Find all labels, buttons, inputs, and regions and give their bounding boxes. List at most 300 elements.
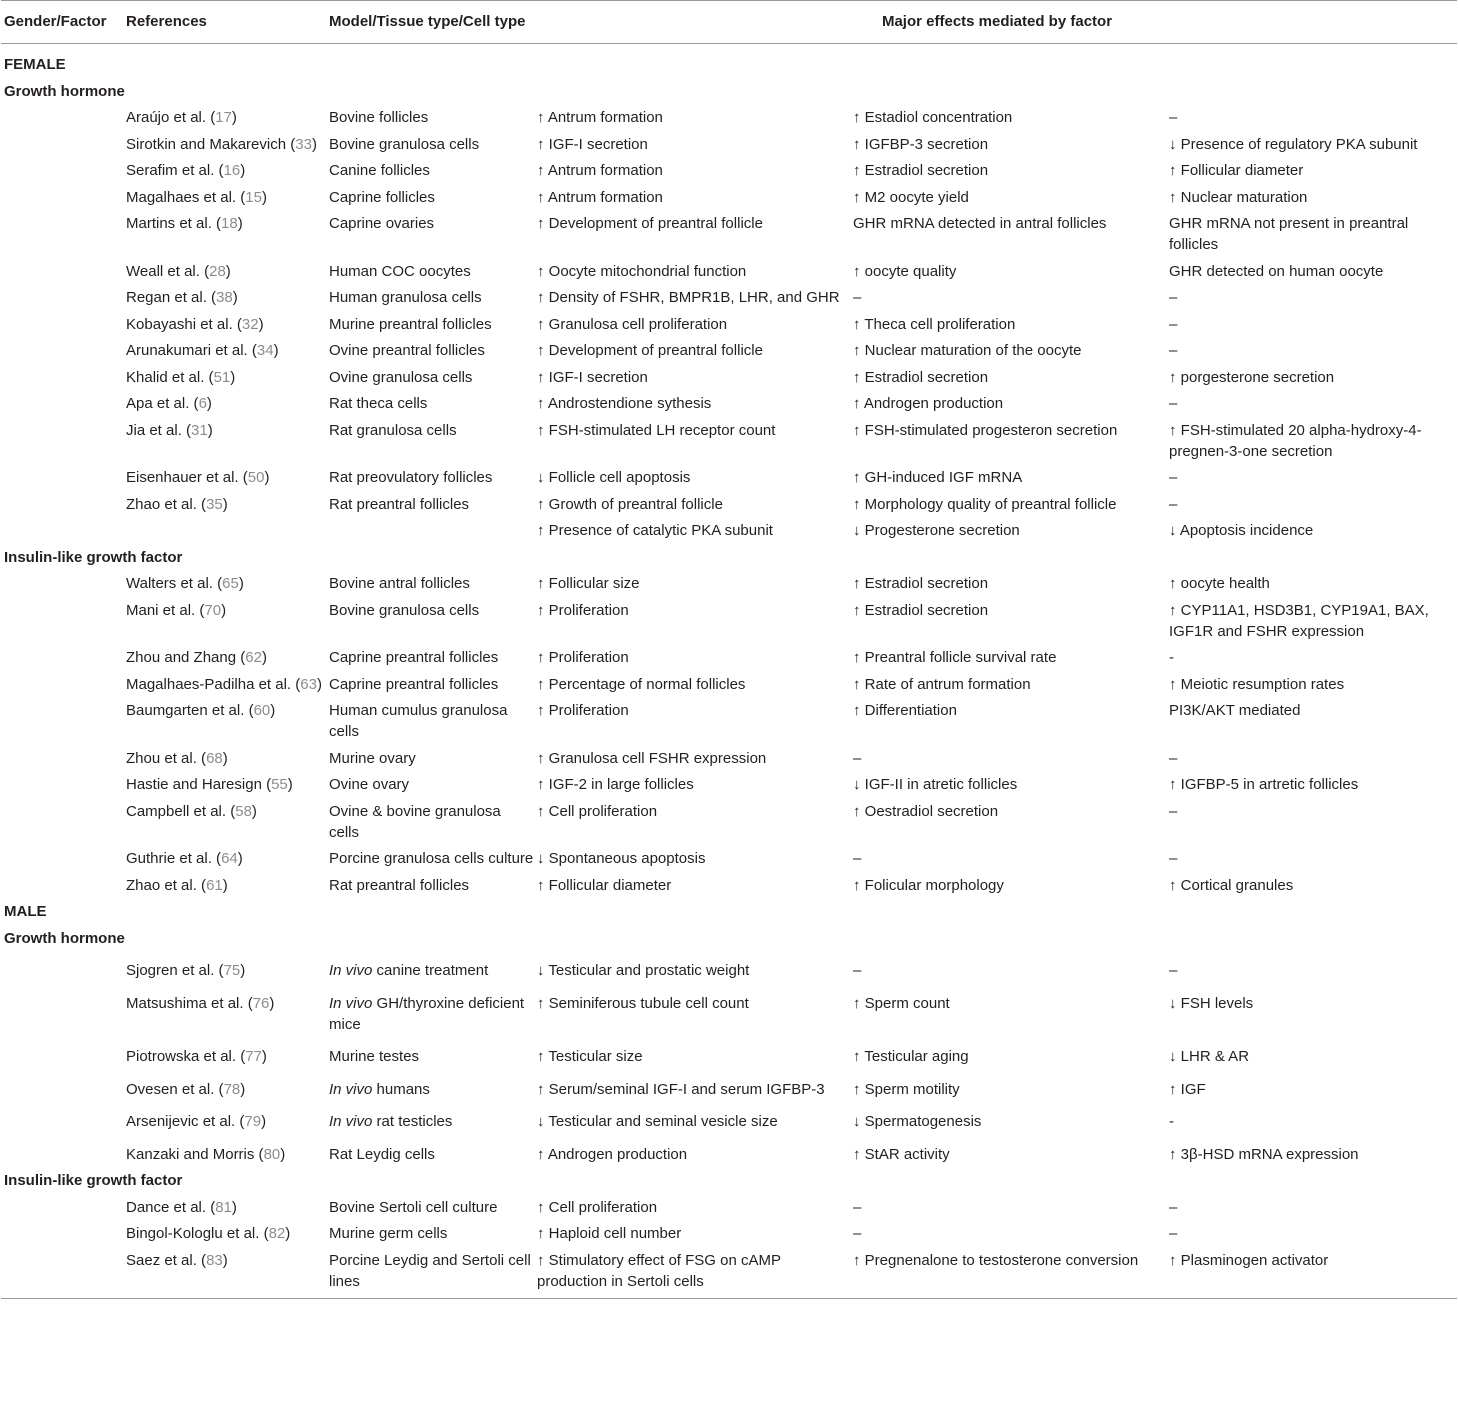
model-cell <box>326 490 534 517</box>
table-row <box>1 797 1457 845</box>
reference-authors: Matsushima et al. <box>126 994 244 1012</box>
model-cell <box>326 643 534 670</box>
model-cell <box>326 1134 534 1167</box>
model-cell <box>326 1246 534 1299</box>
gender-factor-cell <box>1 310 123 337</box>
effect-2-cell: ↑ Morphology quality of preantral follicle <box>853 495 1117 513</box>
effect-3-cell: – <box>1169 962 1178 979</box>
reference-cell: Martins et al. (18) <box>126 215 243 232</box>
effect-3-cell: – <box>1169 469 1178 486</box>
effect-3-cell: - <box>1169 1113 1174 1130</box>
document <box>1 0 1457 1299</box>
model-cell <box>326 183 534 210</box>
effect-3-cell: – <box>1169 802 1178 820</box>
reference-authors: Arsenijevic et al. <box>126 1113 236 1130</box>
effect-2-cell: ↓ Progesterone secretion <box>853 522 1020 539</box>
model-text: Rat preovulatory follicles <box>329 469 493 486</box>
effect-3-cell: GHR mRNA not present in preantral follicles <box>1169 215 1409 253</box>
reference-number[interactable]: 6 <box>198 395 207 412</box>
table-body-female-igf <box>1 543 1457 898</box>
effect-2-cell: – <box>853 962 862 979</box>
model-text: Caprine preantral follicles <box>329 675 499 693</box>
effect-3-cell: ↑ Nuclear maturation <box>1169 188 1308 206</box>
table-row <box>1 1219 1457 1246</box>
reference-cell: Jia et al. (31) <box>126 421 213 439</box>
section-female <box>1 50 1457 77</box>
reference-cell: Magalhaes-Padilha et al. (63) <box>126 675 322 693</box>
effect-3-cell: - <box>1169 649 1174 666</box>
effect-1-cell: ↑ Proliferation <box>537 702 629 719</box>
model-cell <box>326 950 534 983</box>
reference-authors: Kanzaki and Morris <box>126 1145 255 1163</box>
table-row <box>1 183 1457 210</box>
model-text: Rat granulosa cells <box>329 421 457 439</box>
model-text: Rat Leydig cells <box>329 1145 435 1163</box>
model-text: Murine ovary <box>329 749 416 767</box>
reference-number[interactable]: 79 <box>244 1113 262 1130</box>
reference-number[interactable]: 15 <box>245 188 262 206</box>
table-row <box>1 209 1457 257</box>
table-header-row <box>1 1 1457 44</box>
model-italic: In vivo <box>329 962 373 979</box>
effect-3-cell: ↑ Cortical granules <box>1169 876 1294 894</box>
effect-1-cell: ↓ Follicle cell apoptosis <box>537 469 691 486</box>
reference-cell: Arunakumari et al. (34) <box>126 342 279 359</box>
effect-1-cell: ↑ Antrum formation <box>537 188 663 206</box>
effect-2-cell: ↑ Oestradiol secretion <box>853 802 999 820</box>
model-cell <box>326 1219 534 1246</box>
model-text: humans <box>372 1080 430 1098</box>
gender-factor-cell <box>1 103 123 130</box>
model-cell <box>326 696 534 744</box>
reference-cell: Hastie and Haresign (55) <box>126 776 293 793</box>
reference-number[interactable]: 77 <box>245 1048 262 1065</box>
effect-1-cell: ↑ Development of preantral follicle <box>537 215 763 232</box>
section-label: Insulin-like growth factor <box>4 548 183 566</box>
effect-1-cell: ↑ Antrum formation <box>537 109 663 126</box>
reference-authors: Zhao et al. <box>126 495 197 513</box>
gender-factor-cell <box>1 696 123 744</box>
table-row <box>1 389 1457 416</box>
reference-cell: Walters et al. (65) <box>126 575 244 592</box>
reference-cell: Piotrowska et al. (77) <box>126 1048 267 1065</box>
section-label: FEMALE <box>4 56 66 73</box>
reference-authors: Khalid et al. <box>126 368 205 386</box>
reference-authors: Zhou and Zhang <box>126 649 237 666</box>
effect-1-cell: ↑ Serum/seminal IGF-I and serum IGFBP-3 <box>537 1080 825 1098</box>
section-label: Growth hormone <box>4 929 125 947</box>
model-italic: In vivo <box>329 994 373 1012</box>
reference-authors: Kobayashi et al. <box>126 315 233 333</box>
gender-factor-cell <box>1 183 123 210</box>
effect-1-cell: ↑ Growth of preantral follicle <box>537 495 723 513</box>
reference-number[interactable]: 33 <box>295 135 312 153</box>
reference-number[interactable]: 70 <box>204 601 222 619</box>
model-cell <box>326 516 534 543</box>
reference-authors: Sirotkin and Makarevich <box>126 135 287 153</box>
reference-authors: Bingol-Kologlu et al. <box>126 1225 260 1242</box>
table-row <box>1 744 1457 771</box>
gender-factor-cell <box>1 336 123 363</box>
gender-factor-cell <box>1 770 123 797</box>
reference-number[interactable]: 16 <box>223 162 241 179</box>
section-male-igf <box>1 1166 1457 1193</box>
reference-number[interactable]: 65 <box>222 575 239 592</box>
model-text: Caprine preantral follicles <box>329 649 499 666</box>
effect-2-cell: GHR mRNA detected in antral follicles <box>853 215 1107 232</box>
reference-cell: Kanzaki and Morris (80) <box>126 1145 286 1163</box>
reference-number[interactable]: 31 <box>191 421 208 439</box>
reference-number[interactable]: 81 <box>215 1198 232 1216</box>
reference-cell: Regan et al. (38) <box>126 289 238 306</box>
effect-3-cell: ↑ 3β-HSD mRNA expression <box>1169 1145 1359 1163</box>
effect-2-cell: ↑ StAR activity <box>853 1145 950 1163</box>
header-model: Model/Tissue type/Cell type <box>326 1 534 44</box>
reference-authors: Walters et al. <box>126 575 213 592</box>
table-row <box>1 1101 1457 1134</box>
section-label: Growth hormone <box>4 82 125 100</box>
effect-1-cell: ↑ Testicular size <box>537 1048 643 1065</box>
reference-authors: Magalhaes et al. <box>126 188 237 206</box>
gender-factor-cell <box>1 950 123 983</box>
model-cell <box>326 670 534 697</box>
gender-factor-cell <box>1 871 123 898</box>
reference-number[interactable]: 50 <box>247 469 265 486</box>
reference-number[interactable]: 32 <box>241 315 259 333</box>
effect-3-cell: ↑ IGF <box>1169 1080 1206 1098</box>
effect-1-cell: ↑ Density of FSHR, BMPR1B, LHR, and GHR <box>537 289 840 306</box>
gender-factor-cell <box>1 744 123 771</box>
effect-1-cell: ↓ Testicular and seminal vesicle size <box>537 1113 778 1130</box>
effect-3-cell: ↑ FSH-stimulated 20 alpha-hydroxy-4-pregnen-3-one secretion <box>1169 421 1422 460</box>
effect-1-cell: ↑ Proliferation <box>537 601 629 619</box>
effect-2-cell: ↑ Nuclear maturation of the oocyte <box>853 342 1082 359</box>
effect-3-cell: ↑ oocyte health <box>1169 575 1270 592</box>
effect-2-cell: ↑ Estradiol secretion <box>853 368 989 386</box>
reference-authors: Apa et al. <box>126 395 190 412</box>
effect-2-cell: ↑ Estradiol secretion <box>853 601 989 619</box>
effect-1-cell: ↑ Cell proliferation <box>537 1198 658 1216</box>
model-cell <box>326 596 534 644</box>
reference-number[interactable]: 83 <box>206 1251 223 1269</box>
section-male-growth-hormone <box>1 924 1457 951</box>
effect-2-cell: ↑ Estradiol secretion <box>853 162 989 179</box>
table-row <box>1 336 1457 363</box>
model-cell <box>326 844 534 871</box>
table-row <box>1 516 1457 543</box>
reference-cell: Apa et al. (6) <box>126 395 212 412</box>
header-references: References <box>123 1 326 44</box>
table-row <box>1 770 1457 797</box>
reference-cell: Eisenhauer et al. (50) <box>126 469 270 486</box>
reference-authors: Guthrie et al. <box>126 850 212 867</box>
effect-3-cell: ↑ CYP11A1, HSD3B1, CYP19A1, BAX, IGF1R and FSHR expression <box>1169 601 1429 640</box>
reference-cell: Araújo et al. (17) <box>126 109 237 126</box>
reference-number[interactable]: 76 <box>252 994 270 1012</box>
effect-2-cell: – <box>853 1225 862 1242</box>
reference-number[interactable]: 61 <box>206 876 223 894</box>
effect-1-cell: ↑ Percentage of normal follicles <box>537 675 746 693</box>
effect-1-cell: ↑ Stimulatory effect of FSG on cAMP production in Sertoli cells <box>534 1246 850 1299</box>
gender-factor-cell <box>1 1219 123 1246</box>
model-cell <box>326 983 534 1037</box>
reference-cell: Guthrie et al. (64) <box>126 850 243 867</box>
model-text: Human COC oocytes <box>329 262 471 280</box>
reference-number[interactable]: 63 <box>300 675 317 693</box>
gender-factor-cell <box>1 209 123 257</box>
effect-2-cell: ↑ GH-induced IGF mRNA <box>853 469 1023 486</box>
effect-2-cell: ↑ Theca cell proliferation <box>853 315 1016 333</box>
effect-1-cell: ↑ Granulosa cell proliferation <box>537 315 728 333</box>
reference-authors: Zhou et al. <box>126 749 197 767</box>
model-cell <box>326 871 534 898</box>
reference-authors: Jia et al. <box>126 421 182 439</box>
table-row <box>1 696 1457 744</box>
reference-number[interactable]: 58 <box>235 802 252 820</box>
model-cell <box>326 257 534 284</box>
gender-factor-cell <box>1 156 123 183</box>
model-text: Rat theca cells <box>329 395 428 412</box>
table-row <box>1 156 1457 183</box>
model-cell <box>326 156 534 183</box>
reference-number[interactable]: 62 <box>245 649 262 666</box>
effect-2-cell: ↑ Folicular morphology <box>853 876 1004 894</box>
reference-number[interactable]: 75 <box>223 962 241 979</box>
reference-authors: Ovesen et al. <box>126 1080 215 1098</box>
table-row <box>1 416 1457 464</box>
model-text: Porcine granulosa cells culture <box>329 850 534 867</box>
effect-2-cell: ↑ Preantral follicle survival rate <box>853 649 1057 666</box>
effect-1-cell: ↑ IGF-2 in large follicles <box>537 776 694 793</box>
model-text: Rat preantral follicles <box>329 876 470 894</box>
table-row <box>1 670 1457 697</box>
table-row <box>1 363 1457 390</box>
model-text: Bovine granulosa cells <box>329 601 480 619</box>
reference-cell: Arsenijevic et al. (79) <box>126 1113 267 1130</box>
effect-1-cell: ↓ Spontaneous apoptosis <box>537 850 706 867</box>
reference-authors: Piotrowska et al. <box>126 1048 237 1065</box>
model-text: Canine follicles <box>329 162 430 179</box>
effect-1-cell: ↑ IGF-I secretion <box>537 135 648 153</box>
model-text: Ovine & bovine granulosa cells <box>329 802 501 841</box>
reference-authors: Serafim et al. <box>126 162 215 179</box>
model-cell <box>326 336 534 363</box>
reference-cell: Zhou et al. (68) <box>126 749 228 767</box>
effect-3-cell: – <box>1169 342 1178 359</box>
effect-2-cell: – <box>853 850 862 867</box>
effect-2-cell: ↑ Androgen production <box>853 395 1004 412</box>
reference-authors: Araújo et al. <box>126 109 207 126</box>
reference-number[interactable]: 64 <box>221 850 238 867</box>
table-row <box>1 103 1457 130</box>
gender-factor-cell <box>1 463 123 490</box>
model-cell <box>326 1069 534 1102</box>
model-italic: In vivo <box>329 1080 373 1098</box>
table-row <box>1 569 1457 596</box>
gender-factor-cell <box>1 1069 123 1102</box>
effect-1-cell: ↑ Androstendione sythesis <box>537 395 712 412</box>
effect-3-cell: ↑ porgesterone secretion <box>1169 368 1335 386</box>
effect-1-cell: ↑ Antrum formation <box>537 162 663 179</box>
effect-2-cell: – <box>853 1198 862 1216</box>
reference-number[interactable]: 68 <box>206 749 223 767</box>
model-cell <box>326 103 534 130</box>
effect-1-cell: ↓ Testicular and prostatic weight <box>537 962 750 979</box>
reference-number[interactable]: 34 <box>256 342 274 359</box>
effect-3-cell: ↑ Meiotic resumption rates <box>1169 675 1345 693</box>
reference-cell: Serafim et al. (16) <box>126 162 246 179</box>
table-body-male-gh <box>1 897 1457 1166</box>
effect-3-cell: – <box>1169 109 1178 126</box>
effect-3-cell: ↑ Follicular diameter <box>1169 162 1304 179</box>
reference-number[interactable]: 78 <box>223 1080 241 1098</box>
reference-number[interactable]: 38 <box>216 289 233 306</box>
reference-number[interactable]: 51 <box>213 368 231 386</box>
reference-number[interactable]: 35 <box>206 495 223 513</box>
effect-1-cell: ↑ FSH-stimulated LH receptor count <box>537 421 776 439</box>
reference-number[interactable]: 80 <box>263 1145 281 1163</box>
gender-factor-cell <box>1 283 123 310</box>
reference-authors: Magalhaes-Padilha et al. <box>126 675 292 693</box>
table-row <box>1 1069 1457 1102</box>
effect-2-cell: ↑ oocyte quality <box>853 262 957 280</box>
reference-cell: Kobayashi et al. (32) <box>126 315 264 333</box>
table-body <box>1 44 1457 543</box>
model-text: Ovine granulosa cells <box>329 368 473 386</box>
gender-factor-cell <box>1 363 123 390</box>
table-row <box>1 310 1457 337</box>
section-male <box>1 897 1457 924</box>
reference-cell: Zhao et al. (61) <box>126 876 228 894</box>
gender-factor-cell <box>1 257 123 284</box>
model-cell <box>326 569 534 596</box>
gender-factor-cell <box>1 983 123 1037</box>
model-text: Porcine Leydig and Sertoli cell lines <box>329 1251 531 1290</box>
reference-number[interactable]: 55 <box>271 776 288 793</box>
gender-factor-cell <box>1 797 123 845</box>
table-row <box>1 871 1457 898</box>
effect-1-cell: ↑ Follicular size <box>537 575 640 592</box>
model-cell <box>326 770 534 797</box>
model-text: Murine preantral follicles <box>329 315 492 333</box>
header-gender-factor: Gender/Factor <box>1 1 123 44</box>
model-cell <box>326 1193 534 1220</box>
effect-2-cell: – <box>853 749 862 767</box>
effect-1-cell: ↑ Cell proliferation <box>537 802 658 820</box>
reference-authors: Campbell et al. <box>126 802 227 820</box>
reference-cell <box>123 516 326 543</box>
reference-cell: Magalhaes et al. (15) <box>126 188 267 206</box>
effect-2-cell: ↑ Rate of antrum formation <box>853 675 1031 693</box>
model-text: rat testicles <box>372 1113 453 1130</box>
table-row <box>1 283 1457 310</box>
table-row <box>1 844 1457 871</box>
effect-3-cell: ↓ FSH levels <box>1169 994 1254 1012</box>
effect-2-cell: ↑ Estadiol concentration <box>853 109 1013 126</box>
reference-authors: Eisenhauer et al. <box>126 469 239 486</box>
effect-3-cell: – <box>1169 1198 1178 1216</box>
model-text: Bovine Sertoli cell culture <box>329 1198 498 1216</box>
effect-2-cell: ↑ IGFBP-3 secretion <box>853 135 989 153</box>
effect-3-cell: ↓ Apoptosis incidence <box>1169 522 1314 539</box>
model-cell <box>326 389 534 416</box>
reference-cell: Weall et al. (28) <box>126 262 231 280</box>
table-row <box>1 1134 1457 1167</box>
table-row <box>1 950 1457 983</box>
gender-factor-cell <box>1 389 123 416</box>
table-row <box>1 983 1457 1037</box>
model-cell <box>326 130 534 157</box>
effect-1-cell: ↑ Development of preantral follicle <box>537 342 763 359</box>
effect-1-cell: ↑ Seminiferous tubule cell count <box>537 994 749 1012</box>
table-body-male-igf <box>1 1166 1457 1298</box>
reference-cell: Ovesen et al. (78) <box>126 1080 246 1098</box>
effect-3-cell: – <box>1169 289 1178 306</box>
model-text: Rat preantral follicles <box>329 495 470 513</box>
effect-1-cell: ↑ Haploid cell number <box>537 1225 682 1242</box>
effect-1-cell: ↑ IGF-I secretion <box>537 368 648 386</box>
gender-factor-cell <box>1 516 123 543</box>
effect-2-cell: – <box>853 289 862 306</box>
model-text: Caprine ovaries <box>329 215 435 232</box>
effect-3-cell: ↓ LHR & AR <box>1169 1048 1250 1065</box>
table-row <box>1 596 1457 644</box>
reference-authors: Dance et al. <box>126 1198 207 1216</box>
reference-cell: Sirotkin and Makarevich (33) <box>126 135 317 153</box>
table-row <box>1 490 1457 517</box>
effect-2-cell: ↓ IGF-II in atretic follicles <box>853 776 1018 793</box>
gender-factor-cell <box>1 596 123 644</box>
effect-3-cell: ↑ IGFBP-5 in artretic follicles <box>1169 776 1359 793</box>
reference-number[interactable]: 17 <box>215 109 232 126</box>
gender-factor-cell <box>1 643 123 670</box>
reference-authors: Mani et al. <box>126 601 196 619</box>
gender-factor-cell <box>1 130 123 157</box>
model-text: Human granulosa cells <box>329 289 482 306</box>
model-text: Murine testes <box>329 1048 420 1065</box>
model-cell <box>326 463 534 490</box>
model-cell <box>326 797 534 845</box>
reference-number[interactable]: 18 <box>221 215 238 232</box>
gender-factor-cell <box>1 490 123 517</box>
gender-factor-cell <box>1 569 123 596</box>
effect-1-cell: ↑ Proliferation <box>537 649 629 666</box>
effect-1-cell: ↑ Granulosa cell FSHR expression <box>537 749 767 767</box>
model-cell <box>326 363 534 390</box>
model-text: Ovine ovary <box>329 776 410 793</box>
reference-number[interactable]: 60 <box>253 702 271 719</box>
effect-3-cell: – <box>1169 850 1178 867</box>
header-major-effects: Major effects mediated by factor <box>534 1 1457 44</box>
effect-2-cell: ↑ Sperm count <box>853 994 950 1012</box>
reference-cell: Zhao et al. (35) <box>126 495 228 513</box>
reference-number[interactable]: 82 <box>268 1225 286 1242</box>
model-text: Bovine granulosa cells <box>329 135 480 153</box>
effect-3-cell: PI3K/AKT mediated <box>1169 702 1301 719</box>
gender-factor-cell <box>1 844 123 871</box>
reference-number[interactable]: 28 <box>209 262 226 280</box>
model-text: canine treatment <box>372 962 489 979</box>
effect-3-cell: – <box>1169 395 1178 412</box>
gender-factor-cell <box>1 1036 123 1069</box>
effect-2-cell: ↑ Differentiation <box>853 702 957 719</box>
reference-authors: Martins et al. <box>126 215 212 232</box>
table-row <box>1 1193 1457 1220</box>
section-label: Insulin-like growth factor <box>4 1172 183 1189</box>
effect-3-cell: ↑ Plasminogen activator <box>1166 1246 1457 1299</box>
gender-factor-cell <box>1 1193 123 1220</box>
effect-2-cell: ↑ Pregnenalone to testosterone conversion <box>850 1246 1166 1299</box>
